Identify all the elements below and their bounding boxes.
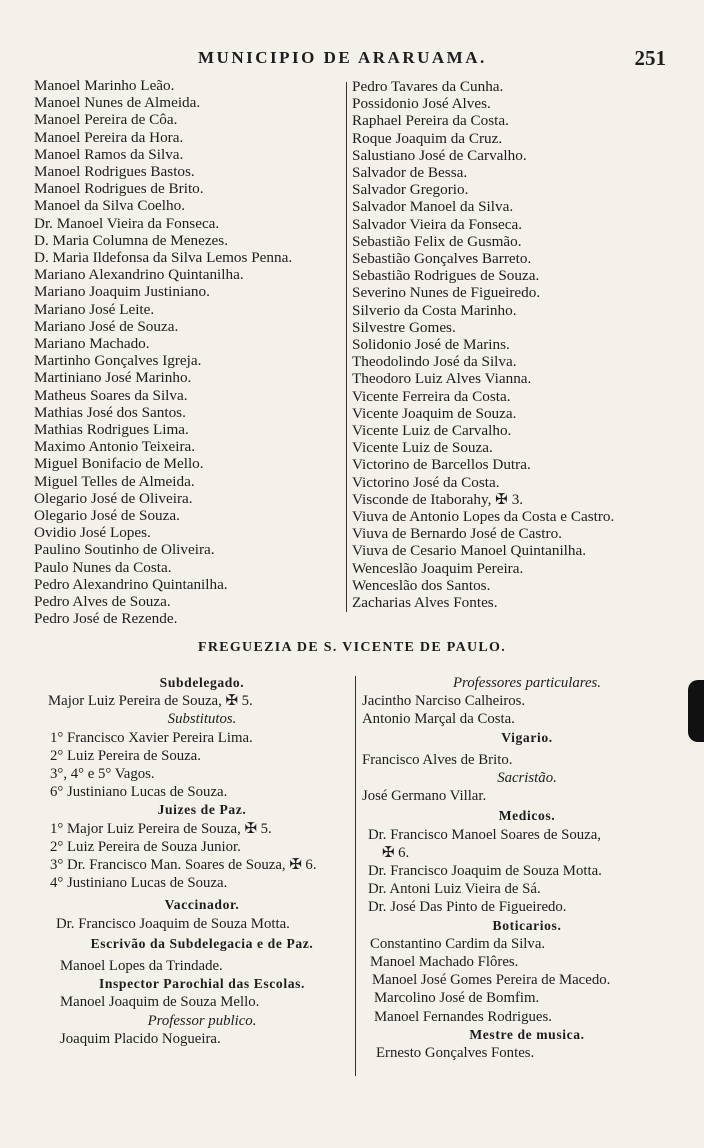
list-item: Maximo Antonio Teixeira. <box>34 438 196 456</box>
list-item: Salvador de Bessa. <box>352 164 468 182</box>
list-item: Pedro Tavares da Cunha. <box>352 78 504 95</box>
list-item: Mathias Rodrigues Lima. <box>34 421 189 439</box>
list-item: D. Maria Columna de Menezes. <box>34 231 229 249</box>
list-item: Solidonio José de Marins. <box>352 336 510 354</box>
list-item: Zacharias Alves Fontes. <box>352 594 498 612</box>
list-item: Visconde de Itaborahy, ✠ 3. <box>352 490 524 508</box>
list-item: Manoel Joaquim de Souza Mello. <box>60 994 260 1011</box>
list-item: José Germano Villar. <box>362 788 487 805</box>
list-item: Dr. Francisco Joaquim de Souza Motta. <box>368 863 602 880</box>
list-item: Salvador Vieira da Fonseca. <box>352 215 523 233</box>
list-item: Manoel Nunes de Almeida. <box>34 94 201 112</box>
top-left-column <box>34 77 354 628</box>
list-item: Mariano José de Souza. <box>34 317 179 335</box>
list-item: Dr. Francisco Manoel Soares de Souza, <box>368 826 601 843</box>
list-item: Possidonio José Alves. <box>352 95 491 113</box>
column-divider <box>346 82 347 612</box>
list-item: Theodolindo José da Silva. <box>352 353 517 371</box>
list-item: Sebastião Gonçalves Barreto. <box>352 250 532 268</box>
list-item: ✠ 6. <box>382 844 410 861</box>
list-item: Manoel Lopes da Trindade. <box>60 958 223 975</box>
bottom-right-column <box>362 674 692 1062</box>
subdelegado-heading: Subdelegado. <box>159 675 245 690</box>
professor-heading: Professor publico. <box>147 1012 257 1029</box>
list-item: Jacintho Narciso Calheiros. <box>362 693 526 710</box>
column-divider <box>355 676 356 1076</box>
list-item: Dr. José Das Pinto de Figueiredo. <box>368 899 567 916</box>
list-item: D. Maria Ildefonsa da Silva Lemos Penna. <box>34 249 293 267</box>
inspector-heading: Inspector Parochial das Escolas. <box>98 976 305 992</box>
list-item: Silvestre Gomes. <box>352 318 456 336</box>
list-item: Silverio da Costa Marinho. <box>352 301 517 319</box>
list-item: Manoel Fernandes Rodrigues. <box>374 1008 552 1025</box>
list-item: Manoel Pereira da Hora. <box>34 128 184 146</box>
list-item: Dr. Francisco Joaquim de Souza Motta. <box>56 915 290 932</box>
list-item: Mariano Alexandrino Quintanilha. <box>34 266 244 284</box>
list-item: Mariano Machado. <box>34 335 150 353</box>
bottom-left-column <box>42 674 362 1048</box>
list-item: Manoel Rodrigues de Brito. <box>34 180 204 198</box>
list-item: Major Luiz Pereira de Souza, ✠ 5. <box>48 693 253 710</box>
list-item: Manoel Machado Flôres. <box>370 954 519 971</box>
list-item: Victorino José da Costa. <box>352 473 500 491</box>
list-item: Ovidio José Lopes. <box>34 524 151 542</box>
substitutos-heading: Substitutos. <box>167 711 237 728</box>
list-item: Antonio Marçal da Costa. <box>362 711 515 728</box>
sacristao-heading: Sacristão. <box>497 770 557 787</box>
list-item: Pedro José de Rezende. <box>34 610 178 628</box>
list-item: Miguel Bonifacio de Mello. <box>34 455 204 473</box>
list-item: 4° Justiniano Lucas de Souza. <box>50 875 228 892</box>
juizes-heading: Juizes de Paz. <box>157 802 247 818</box>
list-item: Manoel da Silva Coelho. <box>34 197 186 215</box>
list-item: Vicente Joaquim de Souza. <box>352 404 517 422</box>
list-item: Sebastião Felix de Gusmão. <box>352 232 522 250</box>
list-item: Paulino Soutinho de Oliveira. <box>34 541 215 559</box>
list-item: Wenceslão Joaquim Pereira. <box>352 559 524 577</box>
list-item: Mariano Joaquim Justiniano. <box>34 283 210 301</box>
list-item: Viuva de Bernardo José de Castro. <box>352 525 562 543</box>
list-item: Vicente Luiz de Carvalho. <box>352 422 512 440</box>
page-title: MUNICIPIO DE ARARUAMA. <box>198 48 487 67</box>
list-item: Constantino Cardim da Silva. <box>370 935 546 952</box>
list-item: Marcolino José de Bomfim. <box>374 990 540 1007</box>
list-item: Miguel Telles de Almeida. <box>34 472 195 490</box>
list-item: Raphael Pereira da Costa. <box>352 112 509 130</box>
boticarios-heading: Boticarios. <box>492 917 562 933</box>
list-item: Manoel Rodrigues Bastos. <box>34 163 195 181</box>
list-item: Dr. Antoni Luiz Vieira de Sá. <box>368 881 541 898</box>
list-item: Manoel Marinho Leão. <box>34 77 175 94</box>
list-item: Olegario José de Souza. <box>34 507 180 525</box>
page-header <box>0 46 704 76</box>
vaccinador-heading: Vaccinador. <box>164 897 240 913</box>
list-item: 3° Dr. Francisco Man. Soares de Souza, ✠ 6. <box>50 857 317 874</box>
list-item: Olegario José de Oliveira. <box>34 489 193 507</box>
professores-heading: Professores particulares. <box>453 675 601 691</box>
list-item: Francisco Alves de Brito. <box>362 751 513 768</box>
medicos-heading: Medicos. <box>498 808 556 824</box>
page-number: 251 <box>634 46 666 70</box>
list-item: Mathias José dos Santos. <box>34 403 186 421</box>
list-item: Salustiano José de Carvalho. <box>352 146 527 164</box>
list-item: Pedro Alexandrino Quintanilha. <box>34 575 228 593</box>
list-item: Ernesto Gonçalves Fontes. <box>376 1045 535 1062</box>
list-item: Salvador Manoel da Silva. <box>352 198 514 216</box>
list-item: Vicente Ferreira da Costa. <box>352 387 511 405</box>
list-item: Sebastião Rodrigues de Souza. <box>352 267 540 285</box>
list-item: Mariano José Leite. <box>34 300 155 318</box>
list-item: 2° Luiz Pereira de Souza. <box>50 747 201 764</box>
list-item: Roque Joaquim da Cruz. <box>352 129 503 147</box>
list-item: Manoel Ramos da Silva. <box>34 145 184 163</box>
list-item: 2° Luiz Pereira de Souza Junior. <box>50 838 241 855</box>
list-item: Theodoro Luiz Alves Vianna. <box>352 370 532 388</box>
list-item: Vicente Luiz de Souza. <box>352 439 493 457</box>
list-item: Manoel José Gomes Pereira de Macedo. <box>372 972 611 989</box>
list-item: Martinho Gonçalves Igreja. <box>34 352 202 370</box>
list-item: Viuva de Cesario Manoel Quintanilha. <box>352 542 587 560</box>
list-item: Paulo Nunes da Costa. <box>34 558 172 576</box>
ink-blot <box>688 680 704 742</box>
list-item: 1° Francisco Xavier Pereira Lima. <box>50 729 253 746</box>
list-item: Severino Nunes de Figueiredo. <box>352 284 541 302</box>
list-item: 6° Justiniano Lucas de Souza. <box>50 784 228 801</box>
list-item: 3°, 4° e 5° Vagos. <box>50 766 155 783</box>
top-right-column <box>352 78 682 611</box>
escrivao-heading: Escrivão da Subdelegacia e de Paz. <box>90 935 314 951</box>
list-item: Wenceslão dos Santos. <box>352 576 491 594</box>
list-item: Dr. Manoel Vieira da Fonseca. <box>34 214 220 232</box>
list-item: Viuva de Antonio Lopes da Costa e Castro. <box>352 508 615 526</box>
list-item: Salvador Gregorio. <box>352 181 469 199</box>
vigario-heading: Vigario. <box>501 729 553 745</box>
list-item: Manoel Pereira de Côa. <box>34 111 178 129</box>
section-title: FREGUEZIA DE S. VICENTE DE PAULO. <box>197 640 507 655</box>
list-item: 1° Major Luiz Pereira de Souza, ✠ 5. <box>50 820 272 837</box>
list-item: Joaquim Placido Nogueira. <box>60 1030 221 1047</box>
list-item: Martiniano José Marinho. <box>34 369 192 387</box>
list-item: Matheus Soares da Silva. <box>34 386 188 404</box>
list-item: Victorino de Barcellos Dutra. <box>352 456 531 474</box>
list-item: Pedro Alves de Souza. <box>34 593 171 611</box>
mestre-heading: Mestre de musica. <box>469 1026 585 1042</box>
